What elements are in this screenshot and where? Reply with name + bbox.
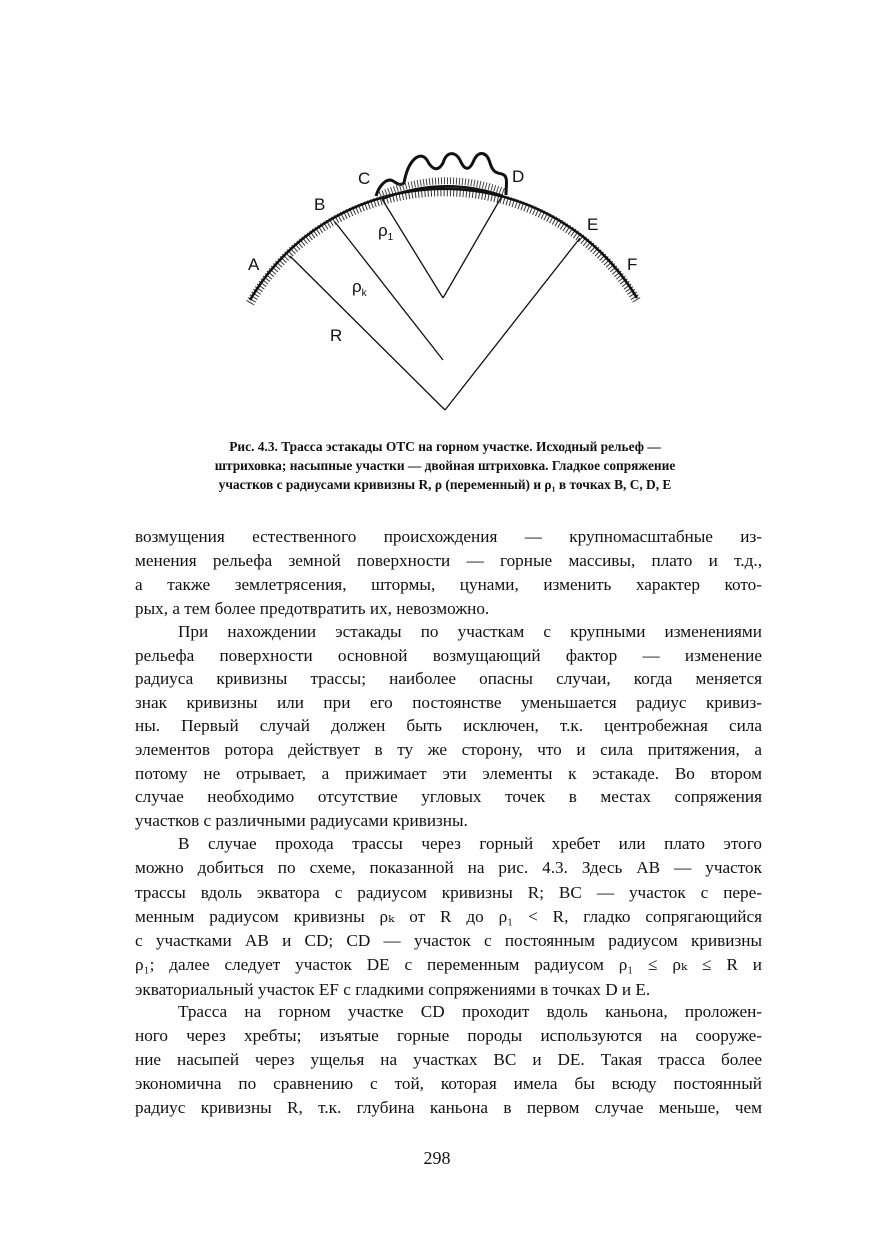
- text-line: элементов ротора действует в ту же сторону, что и сила притяжения, а: [135, 739, 762, 759]
- text-line: возмущения естественного происхождения — крупномасштабные из-: [135, 527, 762, 546]
- point-label-a: A: [248, 255, 260, 274]
- radius-label-rho-1: $\rho_1$: [378, 221, 394, 243]
- point-label-b: B: [314, 195, 326, 214]
- text-line: а также землетрясения, штормы, цунами, изменить характер кото-: [135, 575, 762, 594]
- text-line: радиус кривизны R, т.к. глубина каньона в первом случае меньше, чем: [135, 1098, 762, 1117]
- text-line: случае необходимо отсутствие угловых точек в местах сопряжения: [135, 787, 762, 807]
- point-label-d: D: [512, 167, 525, 186]
- paragraph-2: [135, 620, 762, 832]
- point-label-e: E: [587, 215, 599, 234]
- text-line: При нахождении эстакады по участкам с крупными изменениями: [178, 622, 762, 641]
- text-line: менным радиусом кривизны ρₖ от R до ρ₁ < R, гладко сопрягающийся: [135, 906, 762, 926]
- caption-line: участков с радиусами кривизны R, ρ (переменный) и ρ₁ в точках B, C, D, E: [218, 477, 672, 492]
- radius-lines: [290, 196, 580, 410]
- text-line: ние насыпей через ущелья на участках BC и DE. Такая трасса более: [135, 1050, 762, 1069]
- point-label-f: F: [627, 255, 638, 274]
- text-line: ρ₁; далее следует участок DE с переменным радиусом ρ₁ ≤ ρₖ ≤ R и: [135, 955, 762, 975]
- paragraph-3: [135, 832, 762, 1002]
- track-diagram: [0, 0, 874, 430]
- radius-label-rho-k: $\rho_k$: [352, 277, 367, 299]
- caption-line: Рис. 4.3. Трасса эстакады ОТС на горном участке. Исходный рельеф —: [229, 439, 661, 454]
- text-line: потому не отрывает, а прижимает эти элементы к эстакаде. Во втором: [135, 763, 762, 783]
- text-line: радиуса кривизны трассы; наиболее опасны случаи, когда меняется: [135, 669, 762, 689]
- text-line: менения рельефа земной поверхности — горные массивы, плато и т.д.,: [135, 551, 762, 570]
- text-line: ны. Первый случай должен быть исключен, т.к. центробежная сила: [135, 716, 762, 736]
- text-line: рых, а тем более предотвратить их, невозможно.: [135, 599, 490, 618]
- paragraph-1: [135, 525, 762, 621]
- text-line: трассы вдоль экватора с радиусом кривизны R; BC — участок с пере-: [135, 882, 762, 902]
- text-line: знак кривизны или при его постоянстве уменьшается радиус кривиз-: [135, 692, 762, 712]
- terrain-hatching: [250, 192, 637, 303]
- text-line: с участками AB и CD; CD — участок с постоянным радиусом кривизны: [135, 931, 762, 951]
- outer-arc-R: [250, 189, 637, 300]
- text-line: Трасса на горном участке CD проходит вдоль каньона, проложен-: [178, 1002, 762, 1021]
- radius-label-r: R: [330, 326, 343, 345]
- text-line: можно добиться по схеме, показанной на рис. 4.3. Здесь AB — участок: [135, 858, 762, 878]
- page-number: 298: [423, 1148, 451, 1168]
- text-line: рельефа поверхности основной возмущающий фактор — изменение: [135, 645, 762, 665]
- paragraph-4: [135, 1000, 762, 1120]
- text-line: участков с различными радиусами кривизны.: [135, 810, 468, 830]
- figure-caption: [150, 437, 740, 494]
- point-label-c: C: [358, 169, 371, 188]
- text-line: экономична по сравнению с той, которая имела бы всюду постоянный: [135, 1074, 762, 1093]
- caption-line: штриховка; насыпные участки — двойная штриховка. Гладкое сопряжение: [214, 458, 676, 473]
- text-line: В случае прохода трассы через горный хребет или плато этого: [178, 834, 762, 853]
- text-line: ного через хребты; изъятые горные породы используются на сооруже-: [135, 1026, 762, 1045]
- text-line: экваториальный участок EF с гладкими сопряжениями в точках D и E.: [135, 979, 651, 999]
